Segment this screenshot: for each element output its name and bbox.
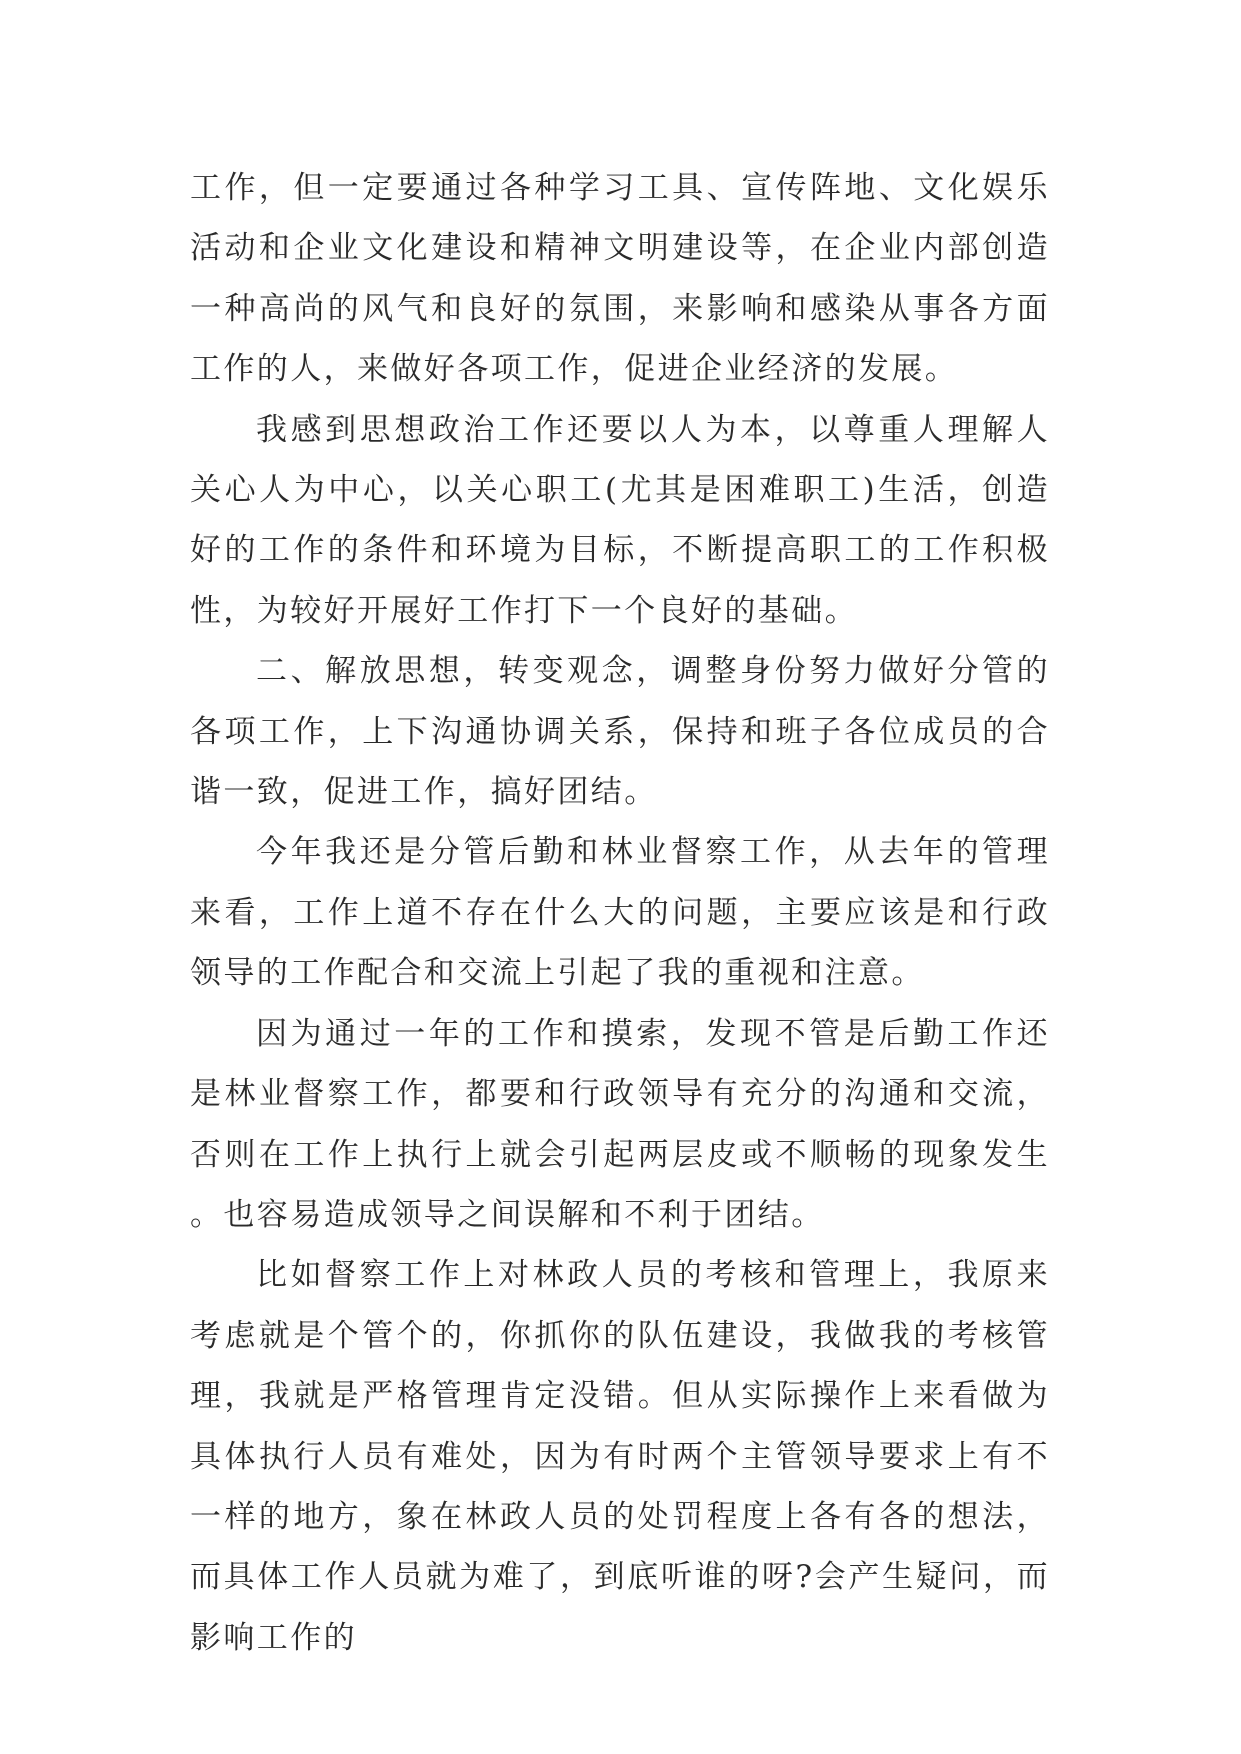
paragraph-3: 二、解放思想，转变观念，调整身份努力做好分管的各项工作，上下沟通协调关系，保持和班子各位成员的合谐一致，促进工作，搞好团结。 — [190, 653, 1050, 811]
paragraph-5: 因为通过一年的工作和摸索，发现不管是后勤工作还是林业督察工作，都要和行政领导有充分的沟通和交流，否则在工作上执行上就会引起两层皮或不顺畅的现象发生。也容易造成领导之间误解和不利于团结。 — [190, 1015, 1050, 1233]
paragraph-2: 我感到思想政治工作还要以人为本，以尊重人理解人关心人为中心，以关心职工(尤其是困难职工)生活，创造好的工作的条件和环境为目标，不断提高职工的工作积极性，为较好开展好工作打下一个良好的基础。 — [190, 411, 1050, 629]
paragraph-1: 工作，但一定要通过各种学习工具、宣传阵地、文化娱乐活动和企业文化建设和精神文明建设等，在企业内部创造一种高尚的风气和良好的氛围，来影响和感染从事各方面工作的人，来做好各项工作，促进企业经济的发展。 — [190, 170, 1050, 388]
document-body — [190, 158, 1050, 1668]
paragraph-4: 今年我还是分管后勤和林业督察工作，从去年的管理来看，工作上道不存在什么大的问题，主要应该是和行政领导的工作配合和交流上引起了我的重视和注意。 — [190, 834, 1050, 992]
paragraph-6: 比如督察工作上对林政人员的考核和管理上，我原来考虑就是个管个的，你抓你的队伍建设，我做我的考核管理，我就是严格管理肯定没错。但从实际操作上来看做为具体执行人员有难处，因为有时两个主管领导要求上有不一样的地方，象在林政人员的处罚程度上各有各的想法，而具体工作人员就为难了，到底听谁的呀?会产生疑问，而影响工作的 — [190, 1257, 1050, 1656]
